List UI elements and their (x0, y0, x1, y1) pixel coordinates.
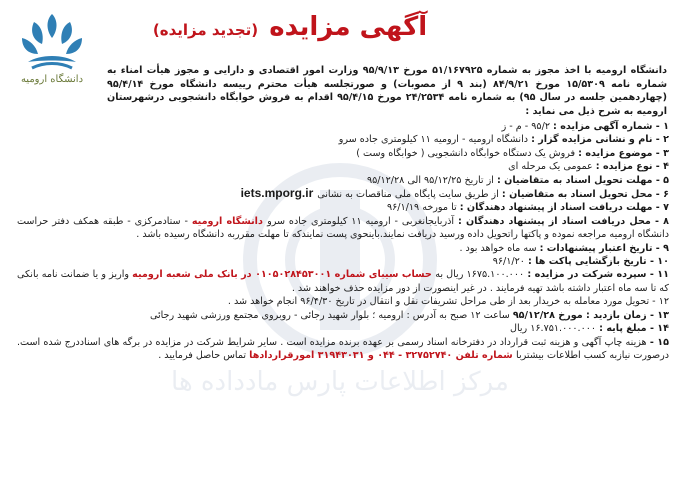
list-item: ۱۰ - تاریخ بازگشایی پاکت ها : ۹۶/۱/۲۰ (492, 256, 669, 268)
notice-header (140, 12, 440, 56)
list-item: ۱۱ - سپرده شرکت در مزایده : ۱۶۷۵.۱۰۰.۰۰۰ ریال به حساب سیبای شماره ۰۱۰۵۰۲۸۴۵۳۰۰۱ در بانک ملی شعبه ارومیه واریز و یا ضمانت نامه بانکی که تا سه ماه اعتبار داشته باشد تهیه فرمایند . در غیر اینصورت از دور مزایده حذف خواهند شد . (17, 269, 669, 294)
list-item: ۱ - شماره آگهی مزایده : ۹۵/۲ - م - ز (501, 121, 669, 132)
list-item: ۹ - تاریخ اعتبار پیشنهادات : سه ماه خواهد بود . (459, 242, 669, 254)
list-item: ۶ - محل تحویل اسناد به متقاضیان : از طریق سایت پایگاه ملی مناقصات به نشانیiets.mporg.ir (240, 186, 669, 201)
list-item: ۱۵ - هزینه چاپ آگهی و هزینه ثبت قرارداد در دفترخانه اسناد رسمی بر عهده برنده مزایده است . سایر شرایط شرکت در مزایده در برگه های اسناددرج شده است. درصورت نیازبه کسب اطلاعات بیشتربا شماره تلفن ۳۲۷۵۲۷۴۰ - ۰۴۴ و ۳۱۹۴۳۰۳۱ امورقراردادها تماس حاصل فرمایید . (17, 336, 670, 361)
list-item: ۸ - محل دریافت اسناد از پیشنهاد دهندگان : آذربایجانغربی - ارومیه ۱۱ کیلومتری جاده سرو دانشگاه ارومیه - ستادمرکزی - طبقه همکف دفتر حراست دانشگاه ارومیه مراجعه نموده و پاکتها راتحویل داده ورسید دریافت نمایند.باینحوی پست نمایندکه تا مهلت مقرربه دانشگاه رسیده باشد . (17, 215, 670, 241)
list-item: ۱۴ - مبلغ پایه : ۱۶.۷۵۱.۰۰۰.۰۰۰ ریال (509, 323, 669, 335)
notice-title: آگهی مزایده (269, 12, 428, 42)
watermark-text: مرکز اطلاعات پارس مادداده ها (171, 367, 509, 397)
list-item: ۱۲ - تحویل مورد معامله به خریدار بعد از طی مراحل تشریفات نقل و انتقال در تاریخ ۹۶/۴/۳۰ انجام خواهد شد . (227, 296, 669, 308)
notice-items (17, 120, 669, 362)
notice-subtitle: (تجدید مزایده) (152, 21, 259, 39)
list-item: ۲ - نام و نشانی مزایده گزار : دانشگاه ارومیه - ارومیه ۱۱ کیلومتری جاده سرو (338, 134, 669, 146)
list-item: ۱۳ - زمان بازدید : مورخ ۹۵/۱۲/۲۸ ساعت ۱۲ صبح به آدرس : ارومیه ؛ بلوار شهید رجائی - روبروی مجتمع ورزشی شهید رجائی (149, 309, 669, 321)
intro-paragraph: دانشگاه ارومیه با اخذ مجوز به شماره ۵۱/۱۶۷۹۲۵ مورخ ۹۵/۹/۱۳ وزارت امور اقتصادی و دارایی و مجوز هیأت امناء به شماره نامه ۱۵/۵۳۰۹ مورخ ۸۴/۹/۲۱ (بند ۹ از مصوبات) و صورتجلسه هیأت محترم رییسه دانشگاه مورخ ۹۵/۴/۱۴ (چهاردهمین جلسه در سال ۹۵) به شماره نامه ۲۴/۲۵۳۴ مورخ ۹۵/۴/۱۵ اقدام به فروش خوابگاه دانشجویی درشهرستان ارومیه به شرح ذیل می نماید : (107, 65, 667, 117)
list-item: ۴ - نوع مزایده : عمومی یک مرحله ای (508, 161, 669, 173)
tender-site-link[interactable]: iets.mporg.ir (240, 186, 314, 201)
list-item: ۷ - مهلت دریافت اسناد از پیشنهاد دهندگان : تا مورخه ۹۶/۱/۱۹ (386, 202, 669, 214)
list-item: ۵ - مهلت تحویل اسناد به متقاضیان : از تاریخ ۹۵/۱۲/۲۵ الی ۹۵/۱۲/۲۸ (366, 174, 669, 186)
list-item: ۳ - موضوع مزایده : فروش یک دستگاه خوابگاه دانشجویی ( خوابگاه وست ) (356, 147, 669, 159)
logo-caption: دانشگاه ارومیه (20, 74, 84, 85)
